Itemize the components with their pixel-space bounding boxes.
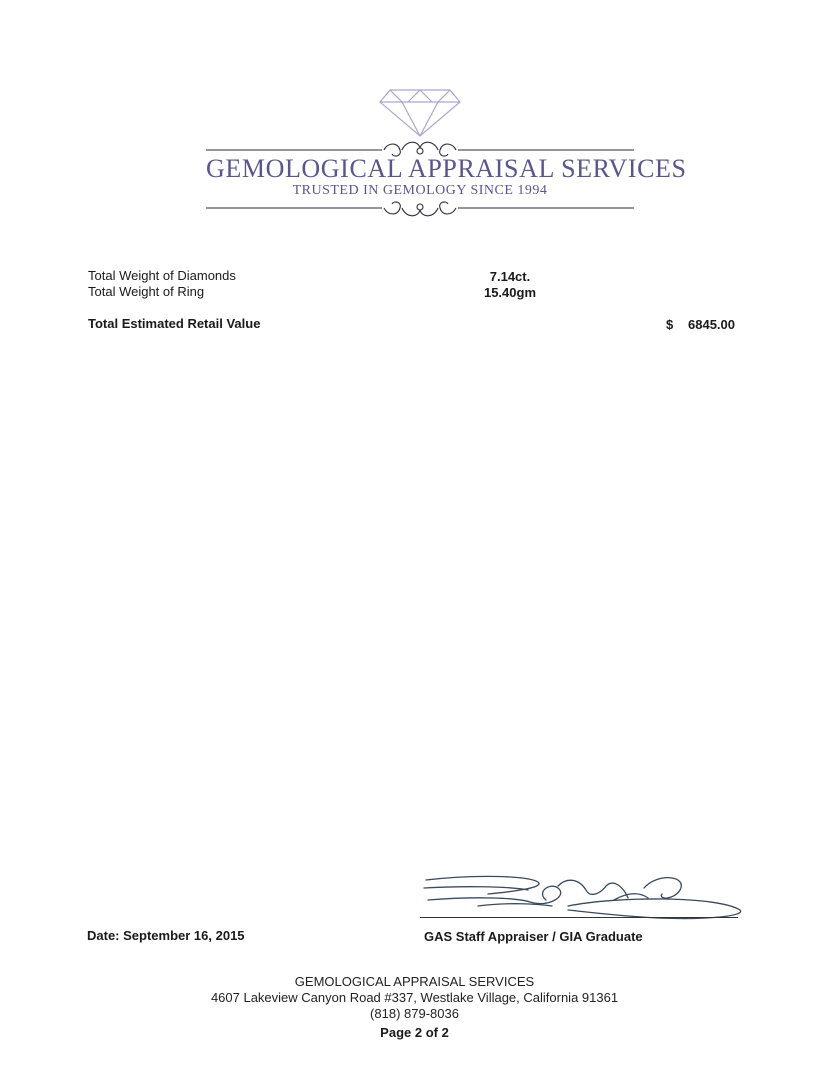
company-tagline: TRUSTED IN GEMOLOGY SINCE 1994 [292, 183, 548, 198]
appraiser-title: GAS Staff Appraiser / GIA Graduate [424, 929, 643, 944]
footer-address: 4607 Lakeview Canyon Road #337, Westlake Village, California 91361 [210, 990, 619, 1005]
diamond-icon [378, 86, 462, 138]
total-value-currency: $ [666, 317, 674, 332]
diamond-weight-value: 7.14ct. [489, 269, 531, 284]
ring-weight-value: 15.40gm [483, 285, 537, 300]
signature-line [420, 917, 738, 918]
company-name: GEMOLOGICAL APPRAISAL SERVICES [206, 154, 687, 183]
total-value-label: Total Estimated Retail Value [88, 316, 261, 331]
diamond-weight-label: Total Weight of Diamonds [88, 268, 236, 283]
total-value-amount: 6845.00 [688, 317, 735, 332]
ring-weight-label: Total Weight of Ring [88, 284, 205, 299]
footer-company: GEMOLOGICAL APPRAISAL SERVICES [294, 974, 535, 989]
page-number: Page 2 of 2 [380, 1025, 449, 1040]
appraisal-date: Date: September 16, 2015 [87, 928, 245, 943]
appraiser-signature [418, 866, 748, 924]
footer-phone: (818) 879-8036 [370, 1006, 459, 1021]
ornament-divider-bottom [206, 198, 634, 222]
